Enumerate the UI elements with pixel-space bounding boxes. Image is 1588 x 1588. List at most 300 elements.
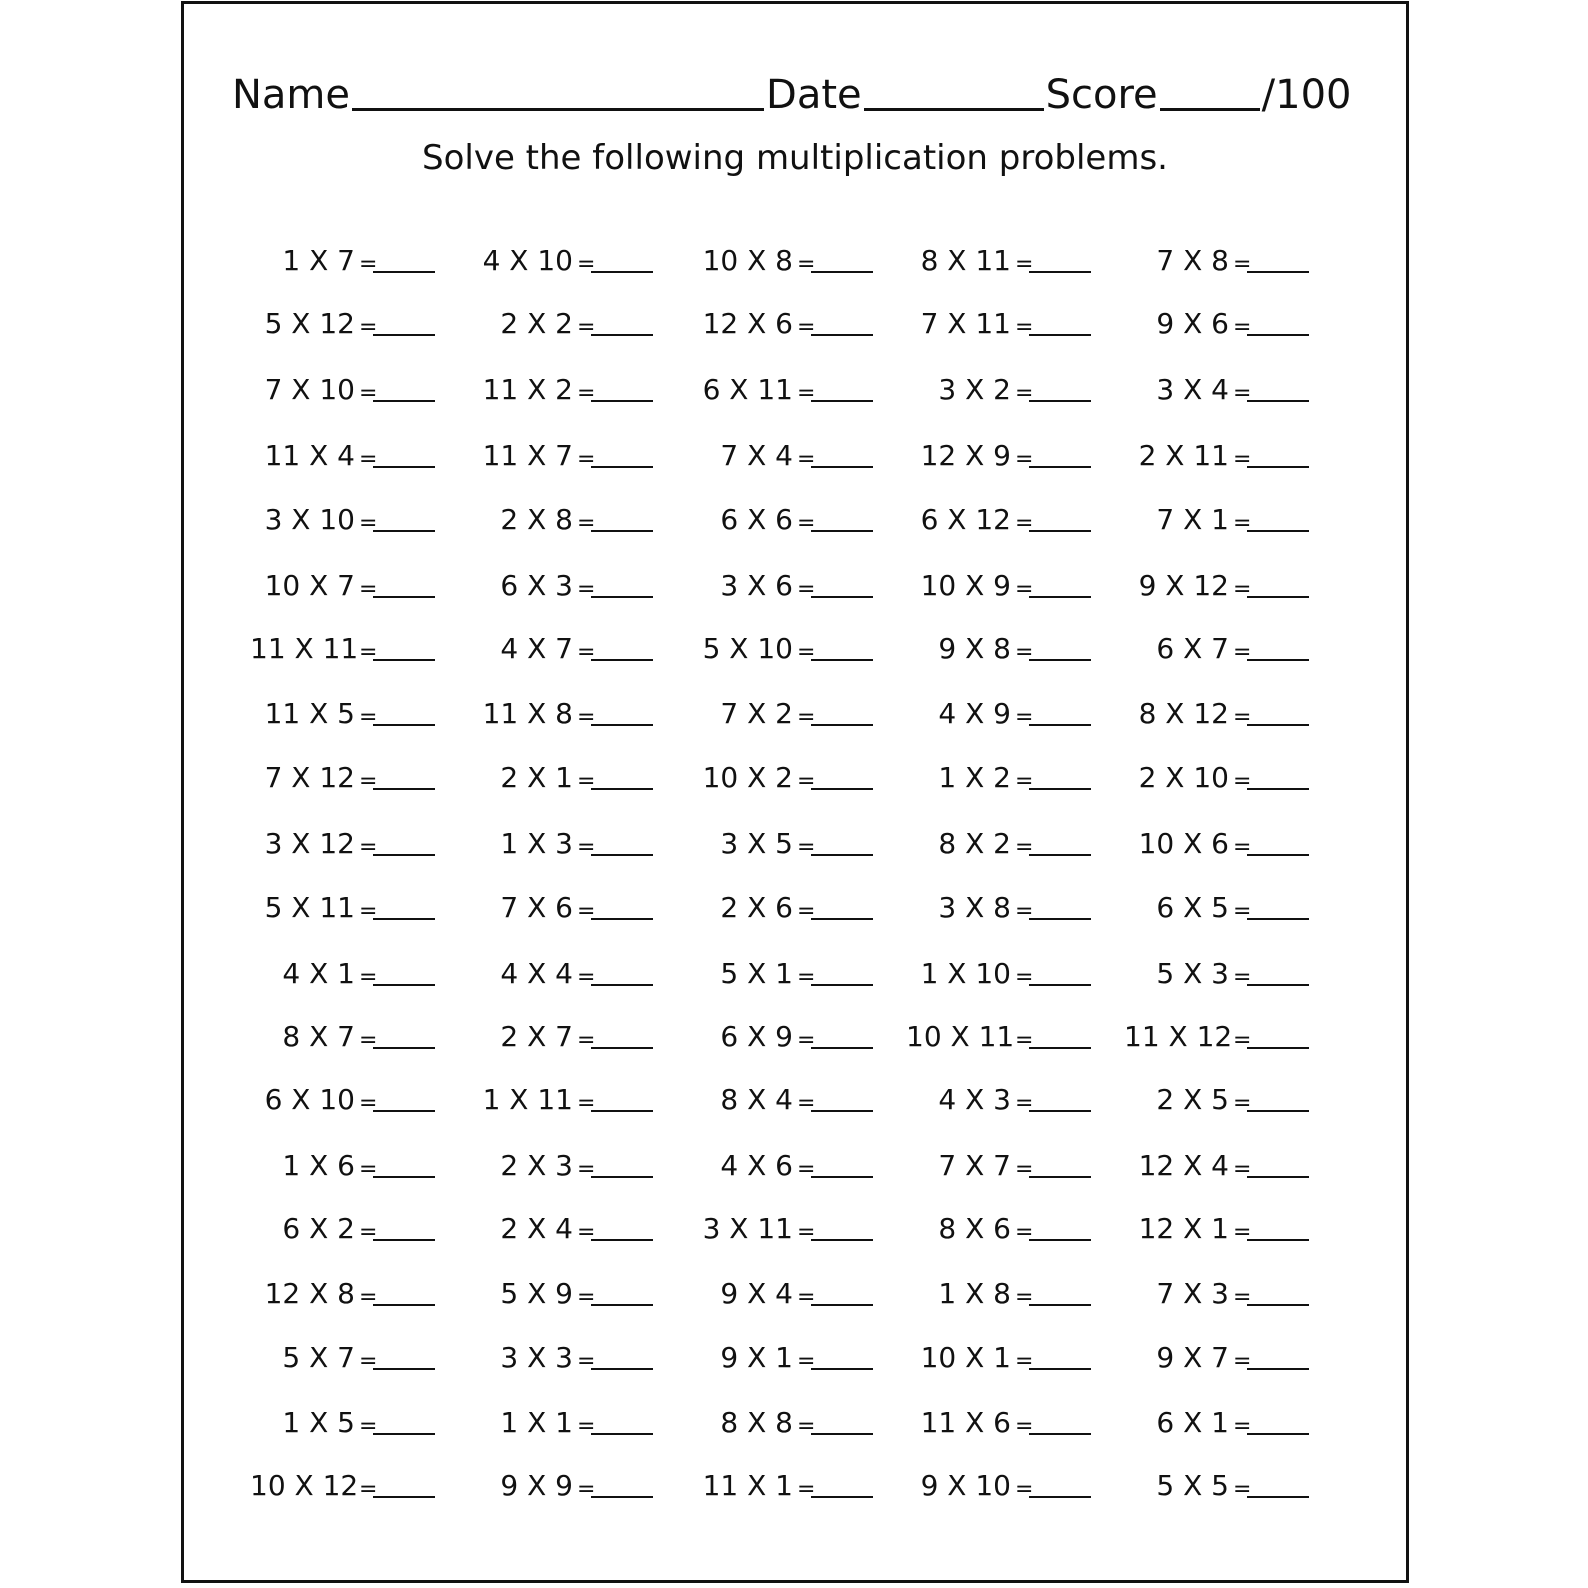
answer-blank[interactable] [1029,657,1091,661]
equals-sign: = [1233,965,1252,990]
problem-item [1124,1334,1309,1374]
problem-expression: 8 X 2 [938,827,1011,860]
answer-blank[interactable] [591,1494,653,1498]
answer-blank[interactable] [1247,657,1309,661]
answer-blank[interactable] [1247,722,1309,726]
problem-expression: 9 X 7 [1156,1341,1229,1374]
equals-sign: = [359,965,378,990]
problem-expression: 11 X 8 [482,697,573,730]
equals-sign: = [797,315,816,340]
problem-expression: 2 X 3 [500,1149,573,1182]
problem-expression: 11 X 2 [482,373,573,406]
problem-expression: 7 X 1 [1156,503,1229,536]
problem-expression: 7 X 7 [938,1149,1011,1182]
answer-blank[interactable] [1029,528,1091,532]
problem-item [906,1076,1091,1116]
answer-blank[interactable] [811,916,873,920]
problem-expression: 1 X 10 [920,957,1011,990]
problem-item [688,562,873,602]
answer-blank[interactable] [1029,1366,1091,1370]
equals-sign: = [577,381,596,406]
problem-expression: 2 X 10 [1138,761,1229,794]
answer-blank[interactable] [373,594,435,598]
equals-sign: = [577,577,596,602]
answer-blank[interactable] [373,657,435,661]
problem-item [250,950,435,990]
answer-blank[interactable] [373,1494,435,1498]
problem-item [906,884,1091,924]
problem-expression: 6 X 7 [1156,632,1229,665]
problem-item [468,237,653,277]
equals-sign: = [797,1414,816,1439]
problem-expression: 6 X 12 [920,503,1011,536]
equals-sign: = [1015,315,1034,340]
answer-blank[interactable] [1247,464,1309,468]
problem-expression: 3 X 3 [500,1341,573,1374]
problem-expression: 3 X 6 [720,569,793,602]
answer-blank[interactable] [1247,1174,1309,1178]
problem-expression: 2 X 6 [720,891,793,924]
answer-blank[interactable] [1247,1431,1309,1435]
equals-sign: = [359,1091,378,1116]
answer-blank[interactable] [811,852,873,856]
problem-expression: 11 X 11 [250,632,359,665]
equals-sign: = [1015,1285,1034,1310]
equals-sign: = [1015,447,1034,472]
answer-blank[interactable] [811,657,873,661]
answer-blank[interactable] [591,722,653,726]
problem-expression: 1 X 6 [282,1149,355,1182]
equals-sign: = [359,1220,378,1245]
answer-blank[interactable] [811,722,873,726]
problem-item [468,432,653,472]
equals-sign: = [797,1349,816,1374]
equals-sign: = [359,705,378,730]
problem-expression: 4 X 4 [500,957,573,990]
equals-sign: = [1233,1157,1252,1182]
answer-blank[interactable] [1029,398,1091,402]
answer-blank[interactable] [373,1366,435,1370]
answer-blank[interactable] [373,1302,435,1306]
answer-blank[interactable] [1029,852,1091,856]
problem-item [688,432,873,472]
answer-blank[interactable] [1247,1366,1309,1370]
problem-item [688,366,873,406]
answer-blank[interactable] [1247,1045,1309,1049]
problem-expression: 11 X 7 [482,439,573,472]
problem-expression: 6 X 9 [720,1020,793,1053]
problem-expression: 7 X 3 [1156,1277,1229,1310]
problem-expression: 1 X 11 [482,1083,573,1116]
equals-sign: = [359,1414,378,1439]
equals-sign: = [797,577,816,602]
problem-expression: 5 X 12 [264,307,355,340]
answer-blank[interactable] [1247,982,1309,986]
equals-sign: = [1015,1414,1034,1439]
problem-item [906,366,1091,406]
answer-blank[interactable] [811,1302,873,1306]
answer-blank[interactable] [1247,269,1309,273]
equals-sign: = [359,899,378,924]
answer-blank[interactable] [373,1174,435,1178]
problem-item [906,237,1091,277]
problem-expression: 1 X 3 [500,827,573,860]
problem-expression: 7 X 2 [720,697,793,730]
problem-item [906,562,1091,602]
problem-expression: 12 X 6 [702,307,793,340]
problem-expression: 9 X 12 [1138,569,1229,602]
equals-sign: = [797,1157,816,1182]
problem-item [906,432,1091,472]
answer-blank[interactable] [1247,1108,1309,1112]
answer-blank[interactable] [811,982,873,986]
equals-sign: = [577,447,596,472]
answer-blank[interactable] [811,464,873,468]
equals-sign: = [1015,640,1034,665]
equals-sign: = [577,1349,596,1374]
problem-item [688,237,873,277]
problem-expression: 5 X 9 [500,1277,573,1310]
problem-expression: 10 X 11 [906,1020,1015,1053]
answer-blank[interactable] [373,269,435,273]
problem-item [1124,820,1309,860]
answer-blank[interactable] [811,1366,873,1370]
problem-expression: 8 X 8 [720,1406,793,1439]
problem-expression: 7 X 6 [500,891,573,924]
answer-blank[interactable] [591,657,653,661]
equals-sign: = [1233,1349,1252,1374]
problem-expression: 8 X 11 [920,244,1011,277]
equals-sign: = [1233,1220,1252,1245]
answer-blank[interactable] [373,1045,435,1049]
answer-blank[interactable] [811,1045,873,1049]
problem-item [906,820,1091,860]
equals-sign: = [797,640,816,665]
answer-blank[interactable] [373,722,435,726]
answer-blank[interactable] [1247,398,1309,402]
answer-blank[interactable] [373,398,435,402]
answer-blank[interactable] [1029,1108,1091,1112]
problem-item [688,1270,873,1310]
answer-blank[interactable] [591,852,653,856]
equals-sign: = [1233,447,1252,472]
problem-expression: 7 X 8 [1156,244,1229,277]
equals-sign: = [359,447,378,472]
equals-sign: = [577,1157,596,1182]
problem-expression: 7 X 11 [920,307,1011,340]
problem-item [468,1013,653,1053]
answer-blank[interactable] [373,786,435,790]
problem-expression: 6 X 10 [264,1083,355,1116]
answer-blank[interactable] [373,528,435,532]
problem-item [906,950,1091,990]
equals-sign: = [1233,1477,1252,1502]
problem-expression: 9 X 8 [938,632,1011,665]
answer-blank[interactable] [1247,1494,1309,1498]
equals-sign: = [359,577,378,602]
problem-expression: 7 X 12 [264,761,355,794]
answer-blank[interactable] [373,332,435,336]
problem-item [1124,1142,1309,1182]
equals-sign: = [359,1477,378,1502]
problem-item [906,1334,1091,1374]
equals-sign: = [577,252,596,277]
answer-blank[interactable] [811,1494,873,1498]
problem-expression: 4 X 3 [938,1083,1011,1116]
problem-expression: 1 X 8 [938,1277,1011,1310]
problem-item [468,1462,653,1502]
problem-item [688,1013,873,1053]
answer-blank[interactable] [1029,916,1091,920]
answer-blank[interactable] [591,464,653,468]
answer-blank[interactable] [591,594,653,598]
problem-expression: 12 X 4 [1138,1149,1229,1182]
answer-blank[interactable] [1029,332,1091,336]
equals-sign: = [577,1220,596,1245]
problem-expression: 9 X 6 [1156,307,1229,340]
problem-expression: 6 X 6 [720,503,793,536]
equals-sign: = [359,511,378,536]
equals-sign: = [797,899,816,924]
equals-sign: = [797,381,816,406]
problem-expression: 2 X 2 [500,307,573,340]
problem-item [468,690,653,730]
answer-blank[interactable] [1029,1494,1091,1498]
problem-expression: 2 X 1 [500,761,573,794]
equals-sign: = [1233,769,1252,794]
problem-item [1124,1076,1309,1116]
problem-item [1124,1013,1309,1053]
answer-blank[interactable] [1029,464,1091,468]
equals-sign: = [359,252,378,277]
answer-blank[interactable] [811,1174,873,1178]
answer-blank[interactable] [811,1237,873,1241]
answer-blank[interactable] [1247,528,1309,532]
problem-expression: 3 X 2 [938,373,1011,406]
answer-blank[interactable] [811,528,873,532]
answer-blank[interactable] [1247,786,1309,790]
answer-blank[interactable] [591,1237,653,1241]
equals-sign: = [359,1349,378,1374]
equals-sign: = [1233,640,1252,665]
answer-blank[interactable] [811,594,873,598]
problem-item [688,884,873,924]
problem-expression: 10 X 6 [1138,827,1229,860]
equals-sign: = [1233,577,1252,602]
answer-blank[interactable] [1029,982,1091,986]
answer-blank[interactable] [373,982,435,986]
answer-blank[interactable] [591,1431,653,1435]
answer-blank[interactable] [811,398,873,402]
equals-sign: = [797,1220,816,1245]
answer-blank[interactable] [591,269,653,273]
equals-sign: = [1015,577,1034,602]
answer-blank[interactable] [1029,1237,1091,1241]
problem-item [250,820,435,860]
equals-sign: = [797,835,816,860]
equals-sign: = [1015,511,1034,536]
answer-blank[interactable] [591,786,653,790]
problem-expression: 3 X 8 [938,891,1011,924]
equals-sign: = [1015,965,1034,990]
answer-blank[interactable] [373,464,435,468]
problem-expression: 8 X 4 [720,1083,793,1116]
name-label: Name [232,72,351,118]
problem-expression: 3 X 12 [264,827,355,860]
equals-sign: = [1015,1220,1034,1245]
answer-blank[interactable] [591,982,653,986]
answer-blank[interactable] [1029,1431,1091,1435]
answer-blank[interactable] [811,786,873,790]
problem-expression: 8 X 12 [1138,697,1229,730]
problem-item [250,1462,435,1502]
date-label: Date [766,72,862,118]
answer-blank[interactable] [1029,1045,1091,1049]
answer-blank[interactable] [591,332,653,336]
answer-blank[interactable] [373,1237,435,1241]
problem-expression: 8 X 7 [282,1020,355,1053]
equals-sign: = [1015,835,1034,860]
problem-item [906,690,1091,730]
equals-sign: = [359,1285,378,1310]
equals-sign: = [1233,1285,1252,1310]
answer-blank[interactable] [811,269,873,273]
equals-sign: = [1015,381,1034,406]
problem-expression: 5 X 10 [702,632,793,665]
problem-expression: 6 X 11 [702,373,793,406]
problem-expression: 1 X 5 [282,1406,355,1439]
answer-blank[interactable] [1029,1302,1091,1306]
problem-item [688,754,873,794]
problem-item [1124,1462,1309,1502]
problem-expression: 5 X 3 [1156,957,1229,990]
problem-expression: 10 X 9 [920,569,1011,602]
answer-blank[interactable] [591,916,653,920]
answer-blank[interactable] [1247,332,1309,336]
problem-expression: 5 X 7 [282,1341,355,1374]
equals-sign: = [577,1414,596,1439]
problem-item [688,625,873,665]
answer-blank[interactable] [591,1366,653,1370]
problem-item [906,1462,1091,1502]
equals-sign: = [577,769,596,794]
problem-expression: 3 X 10 [264,503,355,536]
problem-item [468,1205,653,1245]
answer-blank[interactable] [373,1108,435,1112]
answer-blank[interactable] [1029,1174,1091,1178]
score-total: /100 [1261,72,1352,118]
equals-sign: = [577,1091,596,1116]
problem-item [688,820,873,860]
answer-blank[interactable] [591,1302,653,1306]
answer-blank[interactable] [591,398,653,402]
problem-item [906,1399,1091,1439]
problem-item [1124,1270,1309,1310]
equals-sign: = [1233,835,1252,860]
answer-blank[interactable] [1247,1237,1309,1241]
equals-sign: = [577,1477,596,1502]
problem-expression: 4 X 9 [938,697,1011,730]
answer-blank[interactable] [1247,1302,1309,1306]
problem-expression: 10 X 1 [920,1341,1011,1374]
equals-sign: = [577,965,596,990]
equals-sign: = [1233,1028,1252,1053]
answer-blank[interactable] [373,852,435,856]
equals-sign: = [577,640,596,665]
answer-blank[interactable] [1029,722,1091,726]
answer-blank[interactable] [811,1108,873,1112]
problem-expression: 11 X 1 [702,1469,793,1502]
problem-item [468,1399,653,1439]
answer-blank[interactable] [811,332,873,336]
problem-expression: 3 X 5 [720,827,793,860]
answer-blank[interactable] [591,1045,653,1049]
answer-blank[interactable] [1029,786,1091,790]
problem-expression: 9 X 9 [500,1469,573,1502]
problem-item [250,1205,435,1245]
problem-item [906,1205,1091,1245]
answer-blank[interactable] [591,1174,653,1178]
problem-expression: 2 X 4 [500,1212,573,1245]
answer-blank[interactable] [591,1108,653,1112]
problem-expression: 7 X 10 [264,373,355,406]
problem-expression: 6 X 5 [1156,891,1229,924]
problem-item [468,300,653,340]
equals-sign: = [1015,252,1034,277]
equals-sign: = [1015,1157,1034,1182]
problem-expression: 6 X 1 [1156,1406,1229,1439]
problem-item [468,496,653,536]
equals-sign: = [1015,899,1034,924]
equals-sign: = [797,1091,816,1116]
equals-sign: = [577,899,596,924]
problem-item [468,562,653,602]
equals-sign: = [1015,769,1034,794]
problem-item [1124,884,1309,924]
answer-blank[interactable] [1247,594,1309,598]
answer-blank[interactable] [1247,852,1309,856]
answer-blank[interactable] [811,1431,873,1435]
answer-blank[interactable] [591,528,653,532]
score-label: Score [1045,72,1158,118]
instructions: Solve the following multiplication problems. [422,138,1168,178]
equals-sign: = [797,1285,816,1310]
equals-sign: = [577,705,596,730]
problem-expression: 9 X 1 [720,1341,793,1374]
answer-blank[interactable] [373,916,435,920]
answer-blank[interactable] [1247,916,1309,920]
problem-item [688,690,873,730]
problem-expression: 4 X 7 [500,632,573,665]
problem-item [1124,754,1309,794]
problem-expression: 7 X 4 [720,439,793,472]
problem-expression: 9 X 4 [720,1277,793,1310]
problem-expression: 10 X 8 [702,244,793,277]
problem-item [468,950,653,990]
problem-expression: 9 X 10 [920,1469,1011,1502]
problem-item [468,366,653,406]
problem-expression: 10 X 2 [702,761,793,794]
problem-item [1124,432,1309,472]
problem-item [1124,366,1309,406]
problem-item [250,1399,435,1439]
answer-blank[interactable] [1029,269,1091,273]
answer-blank[interactable] [1029,594,1091,598]
equals-sign: = [359,835,378,860]
problem-item [250,625,435,665]
problem-expression: 10 X 7 [264,569,355,602]
answer-blank[interactable] [373,1431,435,1435]
